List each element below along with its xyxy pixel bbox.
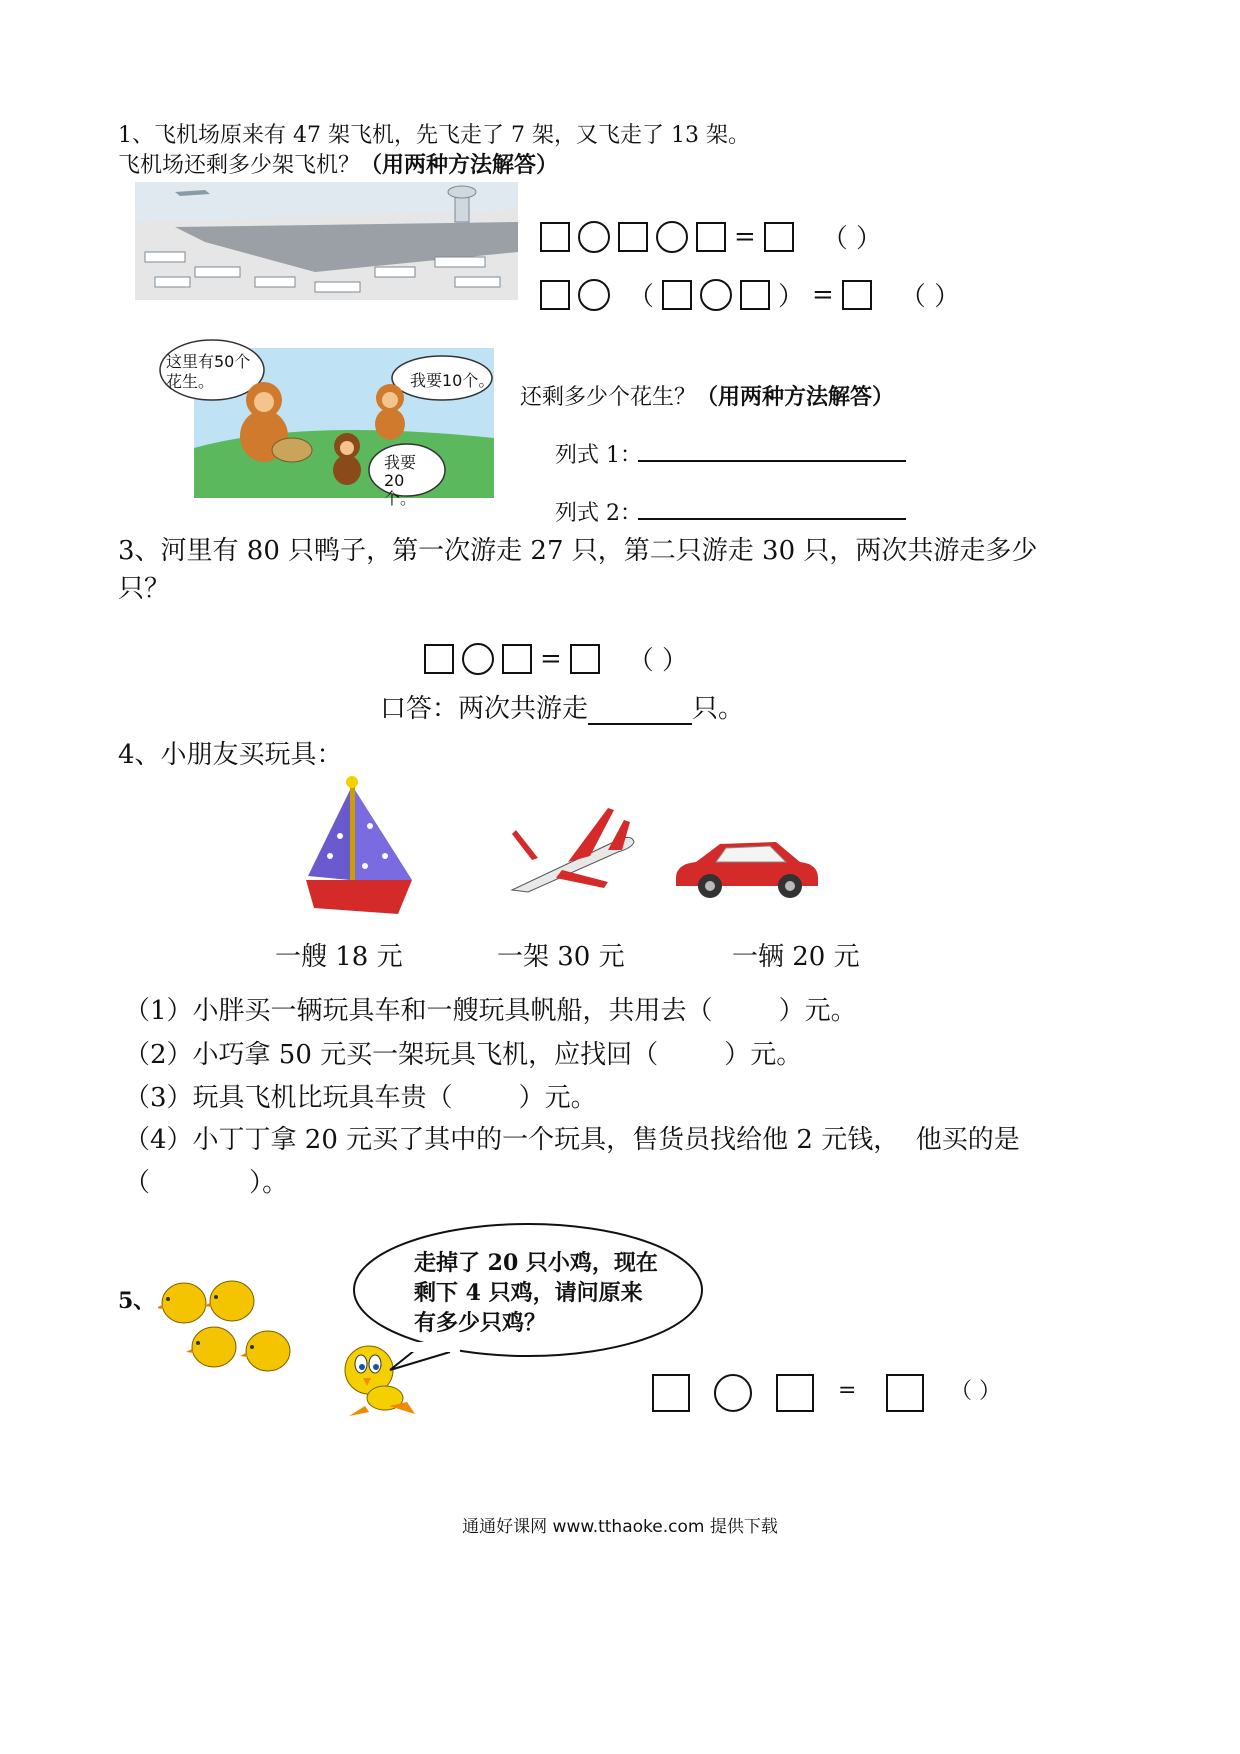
operator-circle[interactable] [656, 221, 688, 253]
operator-circle[interactable] [714, 1374, 752, 1412]
unit-paren[interactable]: （ ） [627, 646, 689, 676]
q3-line2: 只？ [118, 574, 171, 604]
unit-paren[interactable]: （ ） [821, 224, 883, 254]
answer-box[interactable] [842, 280, 872, 310]
q4-item-1: （1）小胖买一辆玩具车和一艘玩具帆船，共用去（ ）元。 [124, 996, 857, 1026]
answer-box[interactable] [424, 644, 454, 674]
bubble-text-1: 这里有50个花生。 [166, 352, 251, 391]
operator-circle[interactable] [462, 643, 494, 675]
answer-box[interactable] [570, 644, 600, 674]
q4-item-2: （2）小巧拿 50 元买一架玩具飞机，应找回（ ）元。 [124, 1040, 803, 1070]
speech-bubble [350, 1220, 706, 1374]
q1-hint: （用两种方法解答） [360, 152, 559, 178]
operator-circle[interactable] [578, 279, 610, 311]
operator-circle[interactable] [578, 221, 610, 253]
q4-item-3: （3）玩具飞机比玩具车贵（ ）元。 [124, 1083, 597, 1113]
q4-title: 4、小朋友买玩具： [118, 740, 343, 770]
sailboat-icon [300, 776, 420, 918]
answer-box[interactable] [776, 1374, 814, 1412]
answer-box[interactable] [662, 280, 692, 310]
q3-line1: 3、河里有 80 只鸭子，第一次游走 27 只，第二只游走 30 只，两次共游走多少 [118, 536, 1038, 566]
bubble-text-2: 我要10个。 [410, 371, 495, 390]
equals-sign: = [734, 221, 756, 252]
airplane-icon [508, 800, 638, 900]
q3-equation [424, 640, 688, 677]
bubble-line-3: 有多少只鸡？ [414, 1310, 547, 1336]
monkeys-peanuts-illustration [152, 338, 502, 508]
formula-2-blank[interactable] [638, 518, 906, 520]
answer-box[interactable] [540, 280, 570, 310]
q3-answer-blank[interactable] [588, 697, 692, 725]
q1-line2 [118, 148, 558, 179]
unit-paren[interactable]: （ ） [899, 282, 961, 312]
formula-1-label: 列式 1： [555, 443, 642, 468]
bubble-line-1: 走掉了 20 只小鸡，现在 [414, 1250, 658, 1276]
q5-number: 5、 [118, 1288, 156, 1314]
formula-1-blank[interactable] [638, 460, 906, 462]
q2-question [520, 380, 894, 411]
answer-box[interactable] [652, 1374, 690, 1412]
airport-illustration [135, 182, 518, 300]
q4-item-4: （4）小丁丁拿 20 元买了其中的一个玩具，售货员找给他 2 元钱， 他买的是 [124, 1125, 1020, 1155]
answer-box[interactable] [502, 644, 532, 674]
toy-price-car: 一辆 20 元 [732, 942, 860, 972]
answer-box[interactable] [540, 222, 570, 252]
bubble-text-3: 我要20个。 [384, 453, 417, 508]
q3-answer [380, 688, 744, 725]
open-paren: （ [628, 282, 655, 312]
equals-sign: = [838, 1378, 857, 1403]
unit-paren[interactable]: （ ） [950, 1379, 1001, 1404]
q3-answer-prefix: 口答：两次共游走 [380, 694, 589, 724]
answer-box[interactable] [618, 222, 648, 252]
formula-2-label: 列式 2： [555, 501, 642, 526]
q2-hint: （用两种方法解答） [696, 384, 895, 410]
equals-sign: = [812, 279, 834, 310]
toy-price-sailboat: 一艘 18 元 [275, 942, 403, 972]
page-footer: 通通好课网 www.tthaoke.com 提供下载 [462, 1517, 778, 1537]
toy-price-airplane: 一架 30 元 [497, 942, 625, 972]
answer-box[interactable] [740, 280, 770, 310]
q1-equation-1 [540, 218, 882, 255]
close-paren: ） [778, 282, 805, 312]
q1-line1: 1、飞机场原来有 47 架飞机，先飞走了 7 架，又飞走了 13 架。 [118, 123, 750, 148]
q1-equation-2 [540, 276, 960, 313]
equals-sign: = [540, 643, 562, 674]
q2-question-text: 还剩多少个花生？ [520, 385, 697, 410]
q1-question: 飞机场还剩多少架飞机？ [118, 153, 361, 178]
answer-box[interactable] [764, 222, 794, 252]
answer-box[interactable] [886, 1374, 924, 1412]
bubble-question [414, 1248, 658, 1338]
operator-circle[interactable] [700, 279, 732, 311]
bubble-line-2: 剩下 4 只鸡，请问原来 [414, 1280, 643, 1306]
q4-item-4-continued: （ ）。 [124, 1168, 289, 1198]
answer-box[interactable] [696, 222, 726, 252]
q3-answer-suffix: 只。 [692, 694, 745, 724]
chicks-group-illustration [158, 1275, 298, 1385]
car-icon [672, 838, 822, 900]
